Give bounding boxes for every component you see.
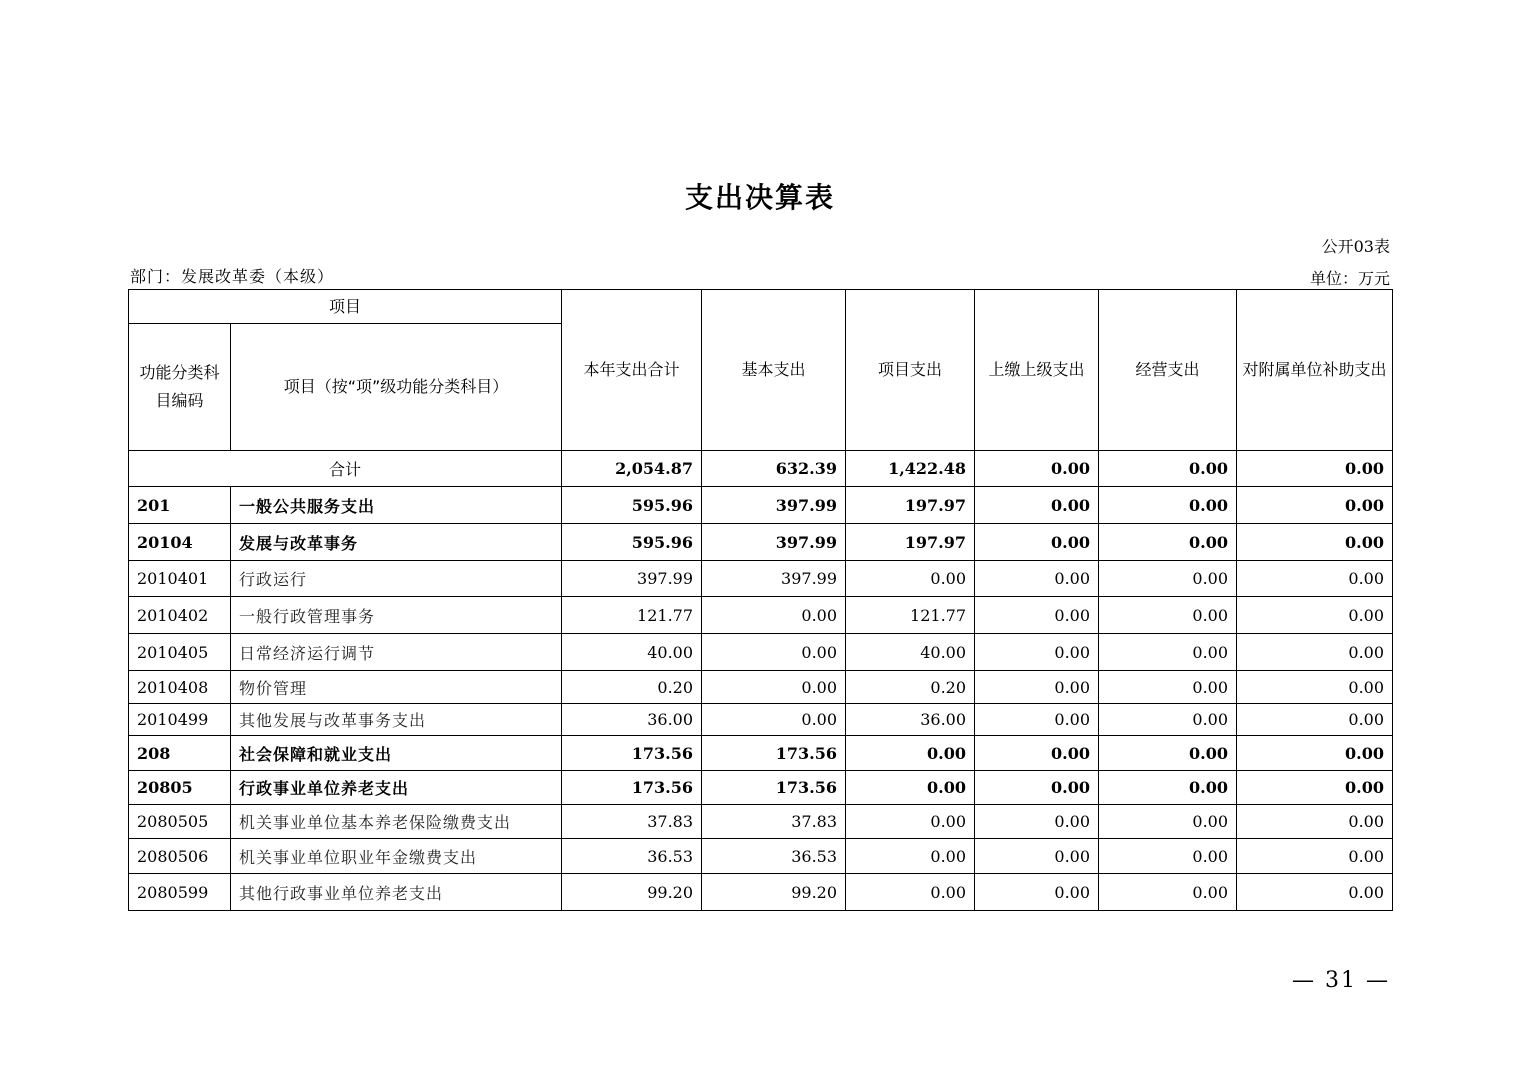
row-value: 0.00: [1099, 524, 1237, 561]
total-value: 1,422.48: [846, 451, 975, 487]
row-value: 0.00: [975, 736, 1099, 771]
row-value: 0.00: [846, 561, 975, 597]
row-code: 208: [129, 736, 231, 771]
row-value: 0.00: [1099, 561, 1237, 597]
department-label: 部门：发展改革委（本级）: [130, 267, 335, 286]
row-value: 0.00: [1099, 771, 1237, 805]
header-basic: 基本支出: [702, 290, 846, 451]
row-value: 0.20: [846, 671, 975, 704]
row-code: 2010401: [129, 561, 231, 597]
total-row: [129, 451, 1393, 487]
row-value: 0.00: [1237, 771, 1393, 805]
row-value: 0.00: [846, 736, 975, 771]
table-row: [129, 736, 1393, 771]
row-value: 0.00: [975, 839, 1099, 874]
row-value: 0.00: [1237, 561, 1393, 597]
header-upper: 上缴上级支出: [975, 290, 1099, 451]
row-value: 197.97: [846, 487, 975, 524]
row-value: 36.00: [846, 704, 975, 736]
expenditure-table: [128, 289, 1393, 911]
row-value: 0.00: [1099, 874, 1237, 911]
row-value: 36.00: [562, 704, 702, 736]
row-value: 36.53: [702, 839, 846, 874]
row-name: 机关事业单位基本养老保险缴费支出: [231, 805, 562, 839]
row-value: 121.77: [562, 597, 702, 634]
row-code: 20104: [129, 524, 231, 561]
row-name: 行政运行: [231, 561, 562, 597]
total-label: 合计: [129, 451, 562, 487]
row-value: 0.00: [1099, 736, 1237, 771]
row-value: 0.00: [1099, 634, 1237, 671]
row-value: 0.00: [1099, 805, 1237, 839]
row-value: 0.00: [975, 561, 1099, 597]
row-code: 2010402: [129, 597, 231, 634]
total-value: 0.00: [1237, 451, 1393, 487]
page-title: 支出决算表: [684, 181, 835, 214]
table-row: [129, 671, 1393, 704]
unit-label: 单位：万元: [1309, 269, 1390, 288]
row-name: 日常经济运行调节: [231, 634, 562, 671]
row-value: 0.00: [1237, 524, 1393, 561]
table-row: [129, 634, 1393, 671]
row-value: 99.20: [702, 874, 846, 911]
row-code: 201: [129, 487, 231, 524]
row-name: 物价管理: [231, 671, 562, 704]
row-value: 397.99: [702, 561, 846, 597]
row-value: 0.00: [1099, 597, 1237, 634]
row-value: 0.00: [975, 671, 1099, 704]
row-value: 37.83: [562, 805, 702, 839]
row-code: 2010408: [129, 671, 231, 704]
row-value: 0.00: [975, 771, 1099, 805]
row-value: 173.56: [702, 771, 846, 805]
row-name: 行政事业单位养老支出: [231, 771, 562, 805]
row-value: 173.56: [562, 771, 702, 805]
row-value: 0.00: [1237, 736, 1393, 771]
row-name: 一般公共服务支出: [231, 487, 562, 524]
row-value: 0.00: [702, 671, 846, 704]
row-value: 197.97: [846, 524, 975, 561]
header-project-expenditure: 项目支出: [846, 290, 975, 451]
row-code: 2080599: [129, 874, 231, 911]
row-value: 0.20: [562, 671, 702, 704]
header-project: 项目: [129, 290, 562, 324]
row-value: 397.99: [702, 524, 846, 561]
table-number: 公开03表: [1321, 237, 1390, 256]
table-body: [129, 451, 1393, 911]
row-value: 0.00: [702, 704, 846, 736]
table-row: [129, 561, 1393, 597]
row-value: 0.00: [975, 634, 1099, 671]
header-code: 功能分类科目编码: [129, 324, 231, 451]
row-code: 2010405: [129, 634, 231, 671]
row-value: 0.00: [1099, 839, 1237, 874]
header-subsidiary: 对附属单位补助支出: [1237, 290, 1393, 451]
table-row: [129, 597, 1393, 634]
row-value: 0.00: [846, 771, 975, 805]
row-code: 20805: [129, 771, 231, 805]
row-value: 40.00: [562, 634, 702, 671]
row-value: 0.00: [1237, 839, 1393, 874]
table-row: [129, 524, 1393, 561]
total-value: 0.00: [1099, 451, 1237, 487]
row-value: 0.00: [1237, 805, 1393, 839]
row-value: 0.00: [1099, 671, 1237, 704]
row-code: 2080505: [129, 805, 231, 839]
row-value: 595.96: [562, 487, 702, 524]
row-value: 0.00: [975, 874, 1099, 911]
row-name: 其他发展与改革事务支出: [231, 704, 562, 736]
table-row: [129, 704, 1393, 736]
total-value: 0.00: [975, 451, 1099, 487]
row-value: 0.00: [1099, 704, 1237, 736]
row-code: 2010499: [129, 704, 231, 736]
total-value: 2,054.87: [562, 451, 702, 487]
row-value: 0.00: [975, 487, 1099, 524]
row-value: 0.00: [1099, 487, 1237, 524]
table-row: [129, 805, 1393, 839]
row-value: 0.00: [1237, 874, 1393, 911]
row-value: 99.20: [562, 874, 702, 911]
row-name: 社会保障和就业支出: [231, 736, 562, 771]
table-row: [129, 874, 1393, 911]
table-row: [129, 487, 1393, 524]
row-value: 36.53: [562, 839, 702, 874]
row-value: 0.00: [1237, 487, 1393, 524]
row-name: 发展与改革事务: [231, 524, 562, 561]
row-name: 机关事业单位职业年金缴费支出: [231, 839, 562, 874]
row-value: 0.00: [846, 874, 975, 911]
page-number: — 31 —: [1292, 968, 1390, 993]
row-value: 397.99: [562, 561, 702, 597]
row-value: 0.00: [975, 597, 1099, 634]
row-value: 0.00: [846, 839, 975, 874]
header-business: 经营支出: [1099, 290, 1237, 451]
header-item: 项目（按“项”级功能分类科目）: [231, 324, 562, 451]
row-value: 0.00: [1237, 671, 1393, 704]
row-value: 40.00: [846, 634, 975, 671]
row-value: 595.96: [562, 524, 702, 561]
total-value: 632.39: [702, 451, 846, 487]
row-value: 37.83: [702, 805, 846, 839]
row-value: 173.56: [562, 736, 702, 771]
table-row: [129, 839, 1393, 874]
row-value: 0.00: [975, 524, 1099, 561]
header-total: 本年支出合计: [562, 290, 702, 451]
row-code: 2080506: [129, 839, 231, 874]
row-name: 一般行政管理事务: [231, 597, 562, 634]
row-value: 0.00: [702, 634, 846, 671]
table-row: [129, 771, 1393, 805]
row-value: 0.00: [1237, 597, 1393, 634]
row-value: 0.00: [1237, 634, 1393, 671]
row-value: 0.00: [846, 805, 975, 839]
row-name: 其他行政事业单位养老支出: [231, 874, 562, 911]
row-value: 397.99: [702, 487, 846, 524]
row-value: 0.00: [702, 597, 846, 634]
row-value: 0.00: [1237, 704, 1393, 736]
row-value: 121.77: [846, 597, 975, 634]
row-value: 173.56: [702, 736, 846, 771]
row-value: 0.00: [975, 805, 1099, 839]
row-value: 0.00: [975, 704, 1099, 736]
